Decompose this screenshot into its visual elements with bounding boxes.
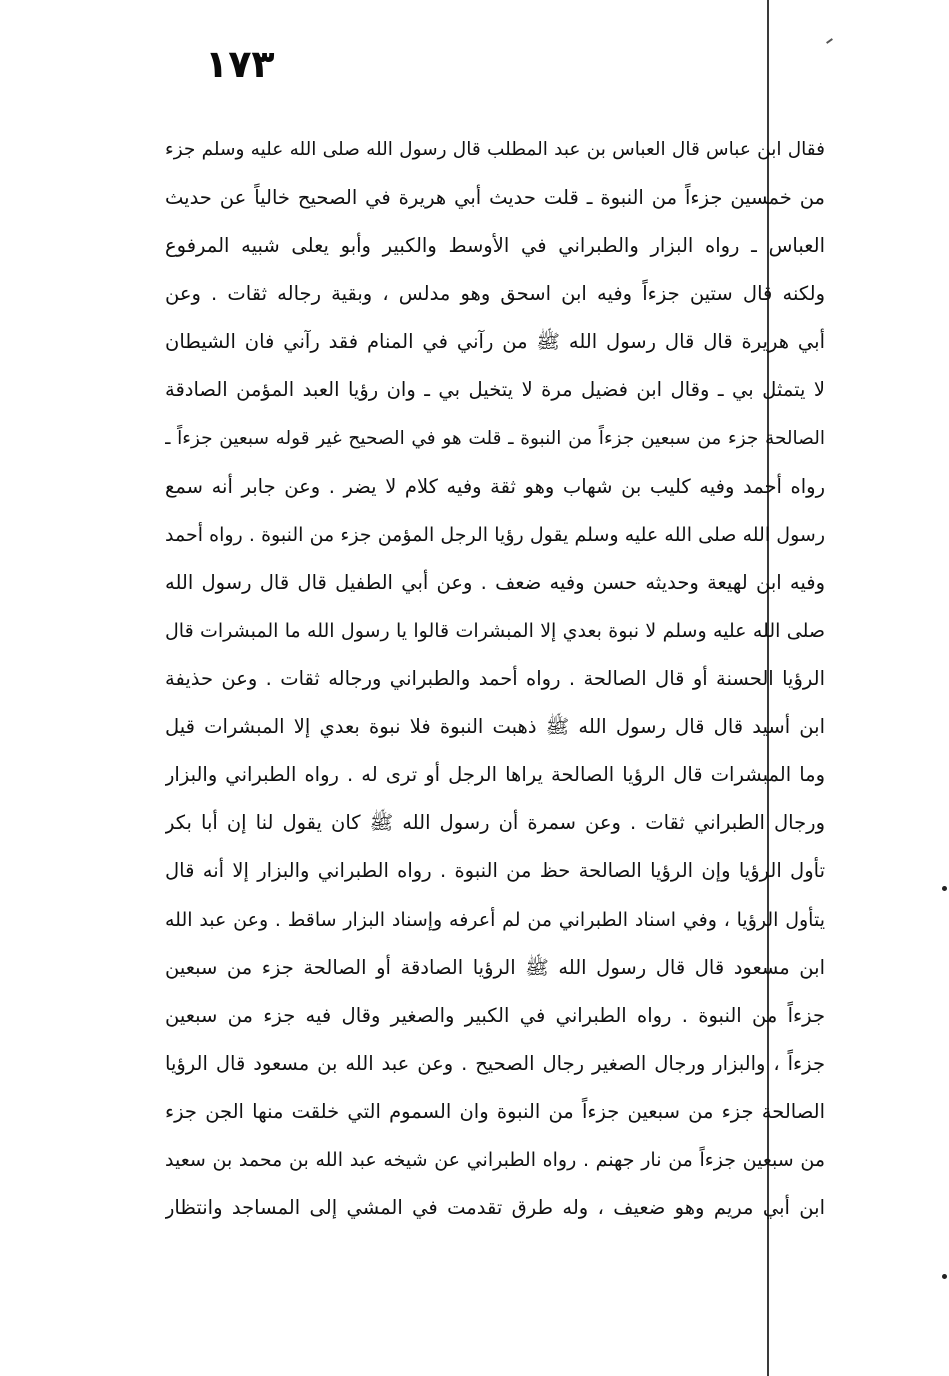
text-line: رواه أحمد وفيه كليب بن شهاب وهو ثقة وفيه كلام لا يضر . وعن جابر أنه سمع (165, 474, 825, 498)
text-line: جزءاً من النبوة . رواه الطبراني في الكبير والصغير وقال فيه جزء من سبعين (165, 1003, 825, 1027)
text-line: ابن مسعود قال قال رسول الله ﷺ الرؤيا الصادقة أو الصالحة جزء من سبعين (165, 955, 825, 979)
margin-dot (942, 886, 947, 891)
text-line: جزءاً ، والبزار ورجال الصغير رجال الصحيح . وعن عبد الله بن مسعود قال الرؤيا (165, 1051, 825, 1075)
text-line: تأول الرؤيا وإن الرؤيا الصالحة حظ من النبوة . رواه الطبراني والبزار إلا أنه قال (165, 859, 825, 883)
text-line: العباس ـ رواه البزار والطبراني في الأوسط والكبير وأبو يعلى شبيه المرفوع (165, 234, 825, 258)
text-line: وفيه ابن لهيعة وحديثه حسن وفيه ضعف . وعن أبي الطفيل قال قال رسول الله (165, 570, 825, 594)
text-line: من خمسين جزءاً من النبوة ـ قلت حديث أبي هريرة في الصحيح خالياً عن حديث (165, 186, 825, 210)
text-line: يتأول الرؤيا ، وفي اسناد الطبراني من لم أعرفه وإسناد البزار ساقط . وعن عبد الله (165, 908, 825, 931)
page-number: ١٧٣ (205, 42, 275, 86)
text-line: لا يتمثل بي ـ وقال ابن فضيل مرة لا يتخيل بي ـ وان رؤيا العبد المؤمن الصادقة (165, 378, 825, 402)
text-line: أبي هريرة قال قال رسول الله ﷺ من رآني في المنام فقد رآني فان الشيطان (165, 330, 825, 354)
text-line: الصالحة جزء من سبعين جزءاً من النبوة ـ قلت هو في الصحيح غير قوله سبعين جزءاً ـ (165, 427, 825, 449)
scan-mark (826, 38, 833, 44)
text-line: ابن أبي مريم وهو ضعيف ، وله طرق تقدمت في المشي إلى المساجد وانتظار (165, 1196, 825, 1220)
text-line: الصالحة جزء من سبعين جزءاً من النبوة وان السموم التي خلقت منها الجن جزء (165, 1099, 825, 1123)
text-line: رسول الله صلى الله عليه وسلم يقول رؤيا الرجل المؤمن جزء من النبوة . رواه أحمد (165, 523, 825, 546)
body-text (165, 126, 825, 1232)
text-line: الرؤيا الحسنة أو قال الصالحة . رواه أحمد والطبراني ورجاله ثقات . وعن حذيفة (165, 667, 825, 691)
margin-dot (942, 1274, 947, 1279)
text-line: ابن أسيد قال قال رسول الله ﷺ ذهبت النبوة فلا نبوة بعدي إلا المبشرات قيل (165, 715, 825, 739)
text-line: ورجال الطبراني ثقات . وعن سمرة أن رسول الله ﷺ كان يقول لنا إن أبا بكر (165, 811, 825, 835)
text-line: صلى الله عليه وسلم لا نبوة بعدي إلا المبشرات قالوا يا رسول الله ما المبشرات قال (165, 619, 825, 642)
text-line: من سبعين جزءاً من نار جهنم . رواه الطبراني عن شيخه عبد الله بن محمد بن سعيد (165, 1148, 825, 1171)
text-line: فقال ابن عباس قال العباس بن عبد المطلب قال رسول الله صلى الله عليه وسلم جزء (165, 139, 825, 160)
text-line: وما المبشرات قال الرؤيا الصالحة يراها الرجل أو ترى له . رواه الطبراني والبزار (165, 763, 825, 787)
text-line: ولكنه قال ستين جزءاً وفيه ابن اسحق وهو مدلس ، وبقية رجاله ثقات . وعن (165, 282, 825, 306)
